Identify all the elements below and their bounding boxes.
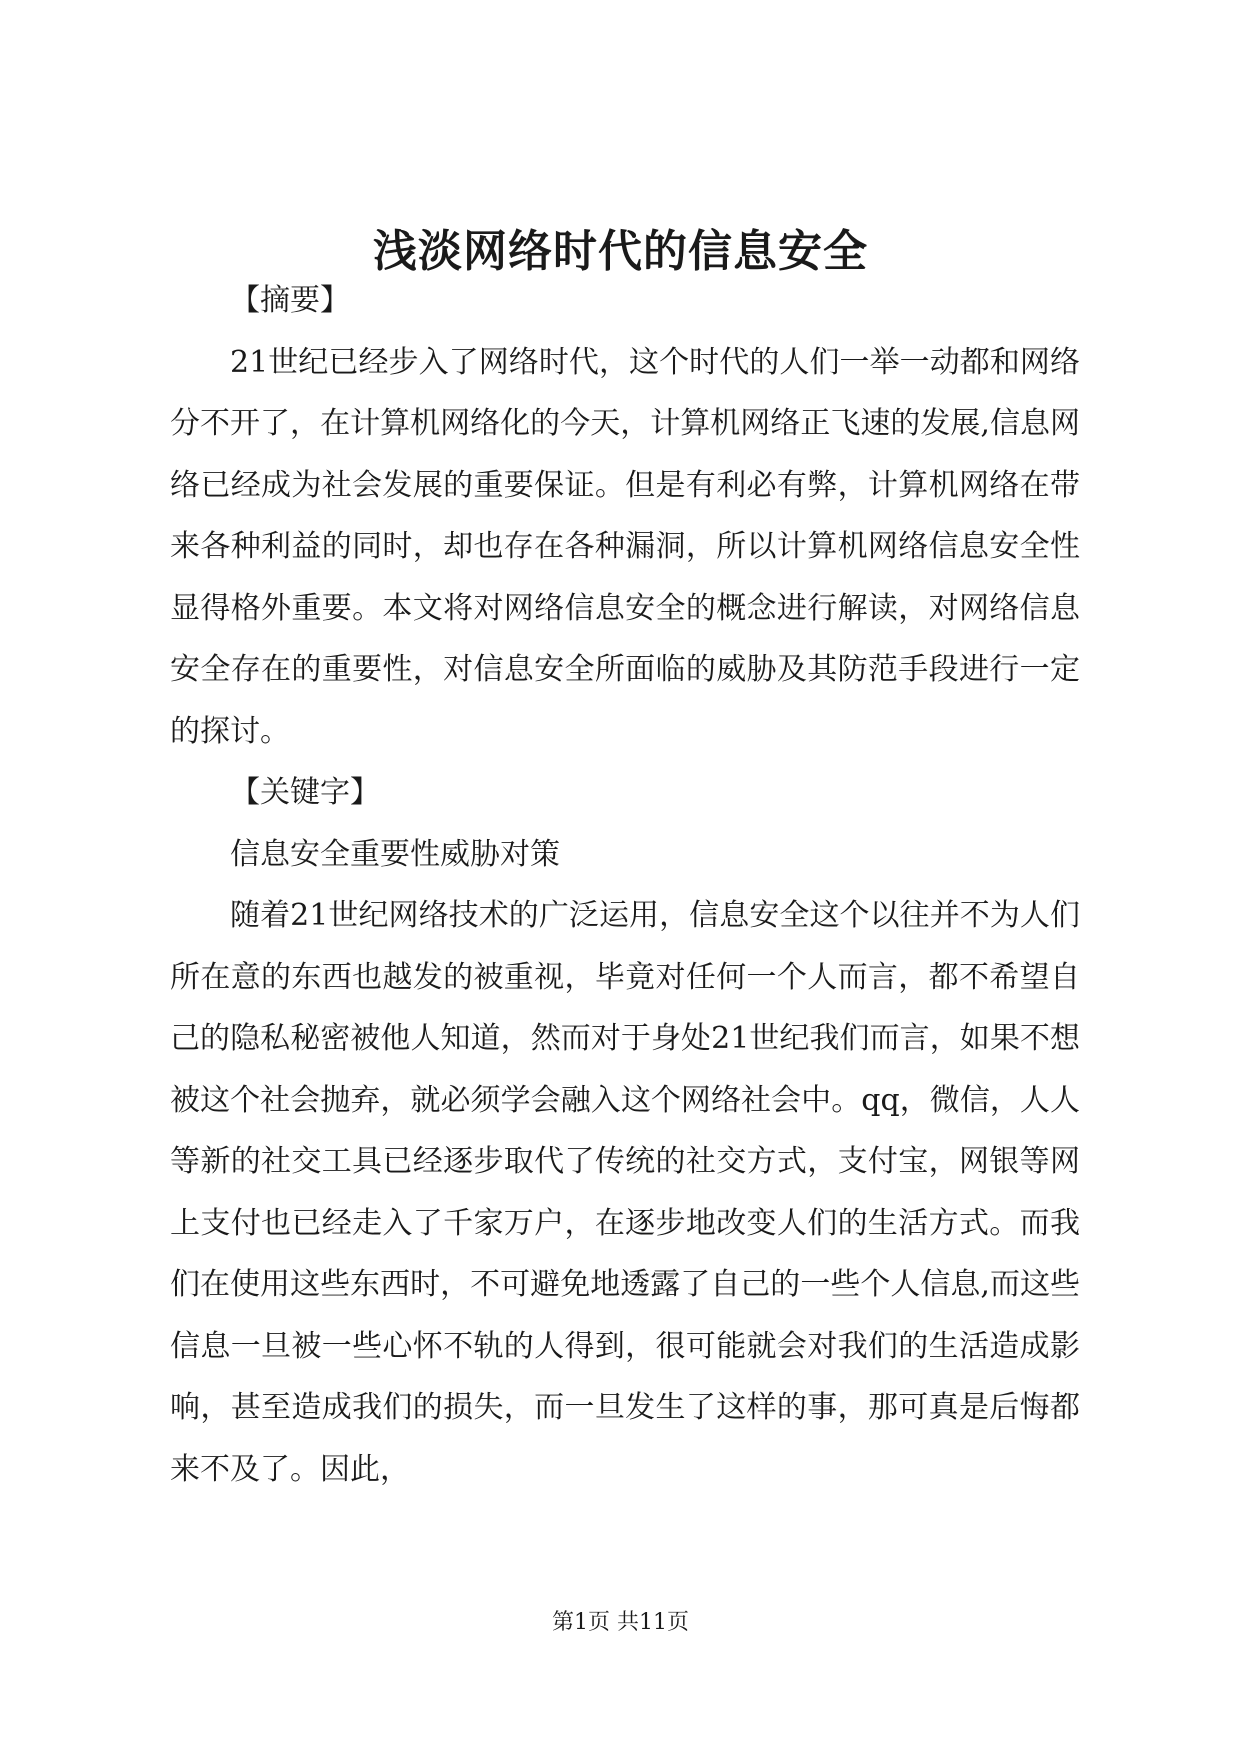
page-footer: 第1页 共11页: [552, 1610, 689, 1635]
keywords-text: 信息安全重要性威胁对策: [230, 836, 560, 872]
abstract-heading: 【摘要】: [230, 283, 350, 318]
document-body: [170, 270, 1080, 1500]
body-paragraph: 随着21世纪网络技术的广泛运用，信息安全这个以往并不为人们所在意的东西也越发的被重视，毕竟对任何一个人而言，都不希望自己的隐私秘密被他人知道，然而对于身处21世纪我们而言，如果不想被这个社会抛弃，就必须学会融入这个网络社会中。qq，微信，人人等新的社交工具已经逐步取代了传统的社交方式，支付宝，网银等网上支付也已经走入了千家万户，在逐步地改变人们的生活方式。而我们在使用这些东西时，不可避免地透露了自己的一些个人信息,而这些信息一旦被一些心怀不轨的人得到，很可能就会对我们的生活造成影响，甚至造成我们的损失，而一旦发生了这样的事，那可真是后悔都来不及了。因此，: [170, 898, 1080, 1487]
keywords-heading: 【关键字】: [230, 775, 380, 810]
abstract-paragraph: 21世纪已经步入了网络时代，这个时代的人们一举一动都和网络分不开了，在计算机网络化的今天，计算机网络正飞速的发展,信息网络已经成为社会发展的重要保证。但是有利必有弊，计算机网络在带来各种利益的同时，却也存在各种漏洞，所以计算机网络信息安全性显得格外重要。本文将对网络信息安全的概念进行解读，对网络信息安全存在的重要性，对信息安全所面临的威胁及其防范手段进行一定的探讨。: [170, 344, 1080, 749]
document-title: 浅淡网络时代的信息安全: [373, 226, 868, 277]
